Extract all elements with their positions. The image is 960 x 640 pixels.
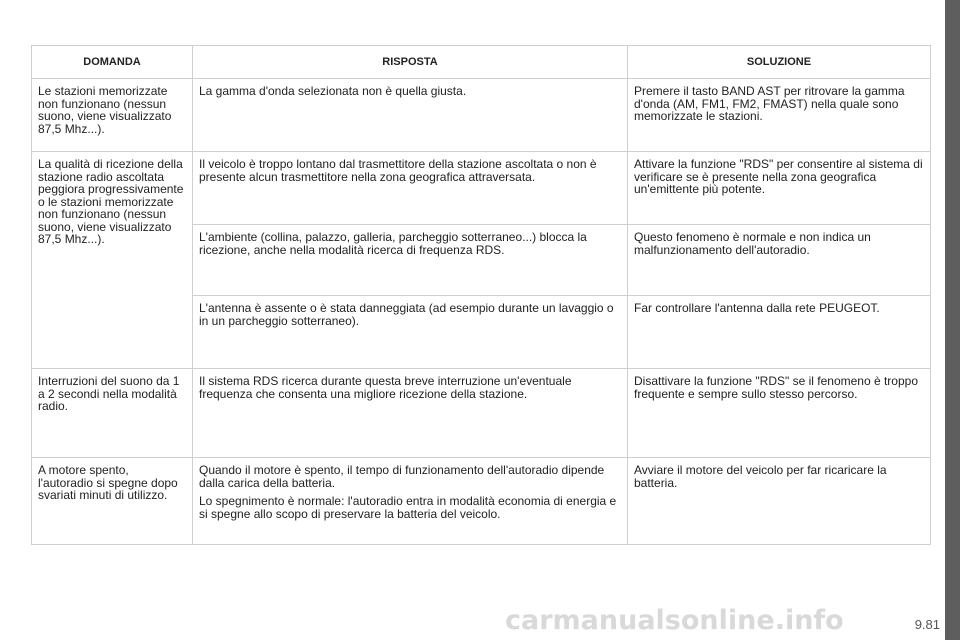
table-row bbox=[32, 458, 930, 544]
solution-cell: Attivare la funzione "RDS" per consentire al sistema di verificare se è presente nella zona geografica un'emittente più potente. bbox=[628, 152, 930, 225]
answer-paragraph: Quando il motore è spento, il tempo di funzionamento dell'autoradio dipende dalla carica della batteria. bbox=[199, 463, 605, 490]
page-number: 9.81 bbox=[914, 617, 940, 632]
header-soluzione: SOLUZIONE bbox=[628, 46, 930, 79]
solution-cell: Premere il tasto BAND AST per ritrovare la gamma d'onda (AM, FM1, FM2, FMAST) nella quale sono memorizzate le stazioni. bbox=[628, 79, 930, 152]
page-edge-bar bbox=[945, 0, 960, 640]
answer-cell: Il veicolo è troppo lontano dal trasmettitore della stazione ascoltata o non è presente alcun trasmettitore nella zona geografica attraversata. bbox=[193, 152, 628, 225]
question-cell: A motore spento, l'autoradio si spegne dopo svariati minuti di utilizzo. bbox=[32, 458, 193, 544]
solution-cell: Far controllare l'antenna dalla rete PEUGEOT. bbox=[628, 296, 930, 369]
header-risposta: RISPOSTA bbox=[193, 46, 628, 79]
table-row bbox=[32, 369, 930, 458]
answer-cell: La gamma d'onda selezionata non è quella giusta. bbox=[193, 79, 628, 152]
question-cell: Le stazioni memorizzate non funzionano (nessun suono, viene visualizzato 87,5 Mhz...). bbox=[32, 79, 193, 152]
question-cell: La qualità di ricezione della stazione radio ascoltata peggiora progressivamente o le stazioni memorizzate non funzionano (nessun suono, viene visualizzato 87,5 Mhz...). bbox=[32, 152, 193, 369]
faq-table bbox=[31, 45, 931, 545]
answer-cell: L'ambiente (collina, palazzo, galleria, parcheggio sotterraneo...) blocca la ricezione, anche nella modalità ricerca di frequenza RDS. bbox=[193, 225, 628, 296]
answer-cell: Il sistema RDS ricerca durante questa breve interruzione un'eventuale frequenza che consenta una migliore ricezione della stazione. bbox=[193, 369, 628, 458]
table-row bbox=[32, 79, 930, 152]
question-cell: Interruzioni del suono da 1 a 2 secondi nella modalità radio. bbox=[32, 369, 193, 458]
answer-paragraph: Lo spegnimento è normale: l'autoradio entra in modalità economia di energia e si spegne allo scopo di preservare la batteria del veicolo. bbox=[199, 494, 617, 521]
header-domanda: DOMANDA bbox=[32, 46, 193, 79]
solution-cell: Avviare il motore del veicolo per far ricaricare la batteria. bbox=[634, 463, 887, 490]
answer-cell: L'antenna è assente o è stata danneggiata (ad esempio durante un lavaggio o in un parcheggio sotterraneo). bbox=[193, 296, 628, 369]
answer-cell bbox=[193, 458, 628, 544]
table-header-row bbox=[32, 46, 930, 79]
watermark-logo: carmanualsonline.info bbox=[505, 605, 844, 636]
solution-cell: Questo fenomeno è normale e non indica un malfunzionamento dell'autoradio. bbox=[628, 225, 930, 296]
table-row bbox=[32, 152, 930, 225]
solution-cell: Disattivare la funzione "RDS" se il fenomeno è troppo frequente e sempre sullo stesso percorso. bbox=[628, 369, 930, 458]
